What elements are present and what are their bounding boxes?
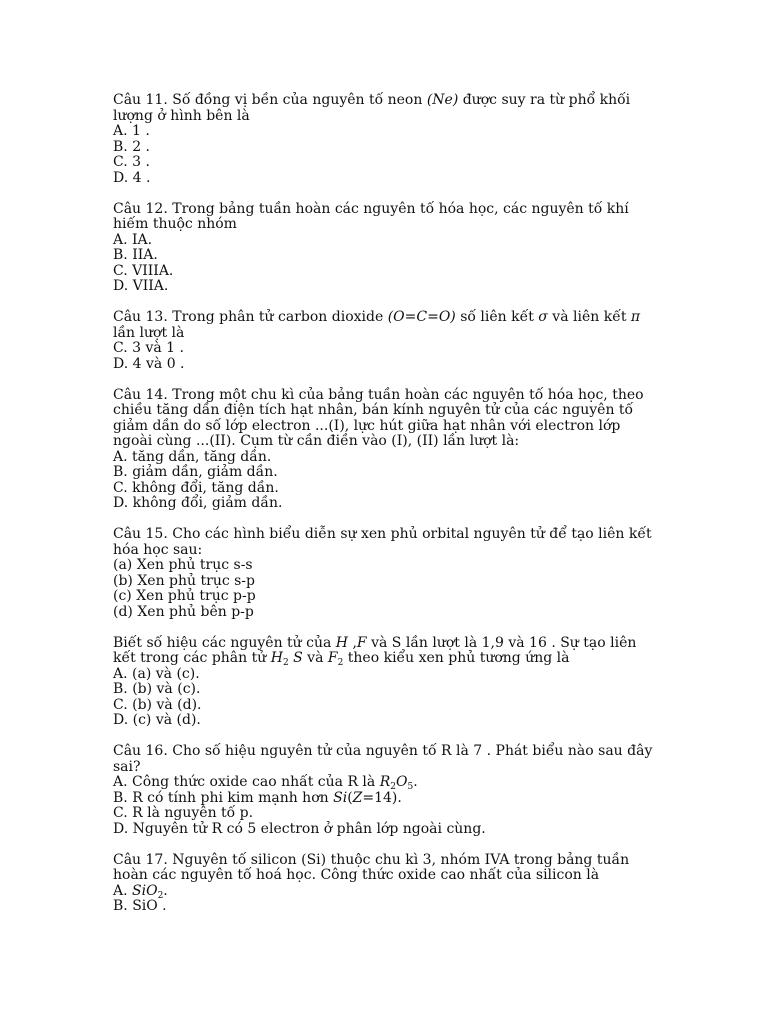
subscript: 2 bbox=[157, 890, 164, 901]
answer-option bbox=[113, 589, 653, 605]
subscript: 2 bbox=[390, 782, 396, 792]
question-stem bbox=[113, 527, 653, 558]
document-page bbox=[113, 93, 653, 930]
math-expression: F bbox=[327, 650, 338, 666]
answer-option bbox=[113, 171, 653, 187]
question-q17 bbox=[113, 853, 653, 915]
text-segment: B. SiO . bbox=[113, 898, 167, 914]
answer-option bbox=[113, 574, 653, 590]
text-segment: D. không đổi, giảm dần. bbox=[113, 495, 283, 511]
question-stem bbox=[113, 853, 653, 884]
question-q13 bbox=[113, 310, 653, 372]
text-segment: D. 4 . bbox=[113, 169, 151, 186]
text-segment: Câu 15. Cho các hình biểu diễn sự xen phủ orbital nguyên tử để tạo liên kết hóa học sau: bbox=[113, 526, 652, 558]
text-segment: Câu 12. Trong bảng tuần hoàn các nguyên tố hóa học, các nguyên tố khí hiếm thuộc nhóm bbox=[113, 200, 629, 232]
math-expression: SiO bbox=[132, 882, 158, 899]
text-segment: A. (a) và (c). bbox=[113, 665, 200, 682]
text-segment: C. không đổi, tăng dần. bbox=[113, 479, 279, 496]
text-segment: , bbox=[348, 634, 357, 651]
answer-option bbox=[113, 605, 653, 621]
text-segment: . bbox=[413, 774, 418, 790]
answer-option bbox=[113, 884, 653, 900]
text-segment: A. bbox=[113, 882, 133, 899]
text-segment: theo kiểu xen phủ tương ứng là bbox=[343, 650, 570, 666]
answer-option bbox=[113, 233, 653, 249]
math-expression: F bbox=[356, 634, 367, 651]
answer-option bbox=[113, 450, 653, 466]
math-expression: Z bbox=[352, 789, 363, 806]
subscript: 2 bbox=[337, 658, 344, 668]
question-list bbox=[113, 93, 653, 915]
answer-option bbox=[113, 279, 653, 295]
answer-option bbox=[113, 465, 653, 481]
answer-option bbox=[113, 806, 653, 822]
math-expression: O bbox=[396, 774, 408, 790]
math-expression: S bbox=[293, 650, 303, 666]
question-q16 bbox=[113, 744, 653, 837]
text-segment: (b) Xen phủ trục s-p bbox=[113, 572, 256, 589]
math-expression: σ bbox=[538, 309, 548, 325]
math-expression: Si bbox=[333, 789, 348, 806]
question-stem bbox=[113, 202, 653, 233]
text-segment: B. IIA. bbox=[113, 247, 158, 263]
text-segment: A. Công thức oxide cao nhất của R là bbox=[113, 774, 380, 790]
answer-option bbox=[113, 558, 653, 574]
math-expression: (Ne) bbox=[426, 92, 459, 108]
text-segment: lần lượt là bbox=[113, 324, 185, 341]
text-segment: D. VIIA. bbox=[113, 278, 169, 294]
text-segment: C. (b) và (d). bbox=[113, 696, 202, 713]
question-q15b bbox=[113, 636, 653, 729]
text-segment: B. 2 . bbox=[113, 138, 150, 155]
text-segment: và S lần lượt là 1,9 và 16 . Sự tạo liên kết trong các phân tử bbox=[113, 634, 637, 666]
answer-option bbox=[113, 124, 653, 140]
text-segment: B. (b) và (c). bbox=[113, 681, 201, 697]
math-expression: π bbox=[630, 309, 641, 325]
text-segment: A. IA. bbox=[113, 231, 153, 248]
text-segment: Câu 13. Trong phân tử carbon dioxide bbox=[113, 309, 388, 325]
text-segment: và liên kết bbox=[547, 309, 631, 325]
answer-option bbox=[113, 822, 653, 838]
text-segment: C. R là nguyên tố p. bbox=[113, 805, 254, 821]
question-stem bbox=[113, 636, 653, 667]
math-expression: R bbox=[379, 774, 391, 790]
text-segment: D. Nguyên tử R có 5 electron ở phân lớp ngoài cùng. bbox=[113, 820, 486, 837]
text-segment: C. 3 và 1 . bbox=[113, 340, 184, 356]
text-segment: ( bbox=[347, 789, 353, 806]
question-stem bbox=[113, 388, 653, 450]
question-q11 bbox=[113, 93, 653, 186]
text-segment: Câu 14. Trong một chu kì của bảng tuần hoàn các nguyên tố hóa học, theo chiều tăng dần điện tích hạt nhân, bán kính nguyên tử của các nguyên tố giảm dần do số lớp electron ...(I), lực hút giữa hạt nhân với electron lớp ngoài cùng ...(II). Cụm từ cần điền vào (I), (II) lần lượt là: bbox=[113, 386, 644, 449]
question-q15 bbox=[113, 527, 653, 620]
answer-option bbox=[113, 899, 653, 915]
answer-option bbox=[113, 341, 653, 357]
text-segment: Câu 16. Cho số hiệu nguyên tử của nguyên tố R là 7 . Phát biểu nào sau đây sai? bbox=[113, 743, 653, 775]
math-expression: (O=C=O) bbox=[387, 309, 456, 325]
text-segment: B. R có tính phi kim mạnh hơn bbox=[113, 789, 334, 806]
question-stem bbox=[113, 744, 653, 775]
answer-option bbox=[113, 698, 653, 714]
text-segment: Biết số hiệu các nguyên tử của bbox=[113, 634, 336, 651]
text-segment: (c) Xen phủ trục p-p bbox=[113, 588, 256, 604]
answer-option bbox=[113, 264, 653, 280]
math-expression: H bbox=[270, 650, 283, 666]
answer-option bbox=[113, 667, 653, 683]
question-q14 bbox=[113, 388, 653, 512]
text-segment: C. VIIIA. bbox=[113, 262, 174, 279]
text-segment: A. tăng dần, tăng dần. bbox=[113, 448, 272, 465]
text-segment: =14). bbox=[362, 789, 402, 806]
answer-option bbox=[113, 357, 653, 373]
answer-option bbox=[113, 496, 653, 512]
text-segment: Câu 17. Nguyên tố silicon (Si) thuộc chu kì 3, nhóm IVA trong bảng tuần hoàn các nguyên tố hoá học. Công thức oxide cao nhất của silicon là bbox=[113, 851, 630, 883]
answer-option bbox=[113, 791, 653, 807]
subscript: 2 bbox=[282, 658, 289, 668]
text-segment: A. 1 . bbox=[113, 123, 150, 139]
answer-option bbox=[113, 248, 653, 264]
text-segment: Câu 11. Số đồng vị bền của nguyên tố neon bbox=[113, 92, 427, 108]
question-stem bbox=[113, 310, 653, 341]
text-segment: (d) Xen phủ bên p-p bbox=[113, 603, 254, 620]
answer-option bbox=[113, 140, 653, 156]
subscript: 5 bbox=[407, 782, 414, 792]
text-segment: C. 3 . bbox=[113, 154, 150, 170]
answer-option bbox=[113, 155, 653, 171]
text-segment: và bbox=[302, 650, 328, 666]
answer-option bbox=[113, 682, 653, 698]
answer-option bbox=[113, 713, 653, 729]
question-q12 bbox=[113, 202, 653, 295]
text-segment: D. (c) và (d). bbox=[113, 712, 201, 728]
text-segment: B. giảm dần, giảm dần. bbox=[113, 464, 278, 480]
text-segment: D. 4 và 0 . bbox=[113, 355, 185, 372]
math-expression: H bbox=[335, 634, 349, 651]
question-stem bbox=[113, 93, 653, 124]
answer-option bbox=[113, 481, 653, 497]
answer-option bbox=[113, 775, 653, 791]
text-segment: số liên kết bbox=[455, 309, 539, 325]
text-segment: được suy ra từ phổ khối lượng ở hình bên là bbox=[113, 92, 631, 124]
text-segment: (a) Xen phủ trục s-s bbox=[113, 557, 253, 573]
text-segment: . bbox=[163, 882, 168, 899]
